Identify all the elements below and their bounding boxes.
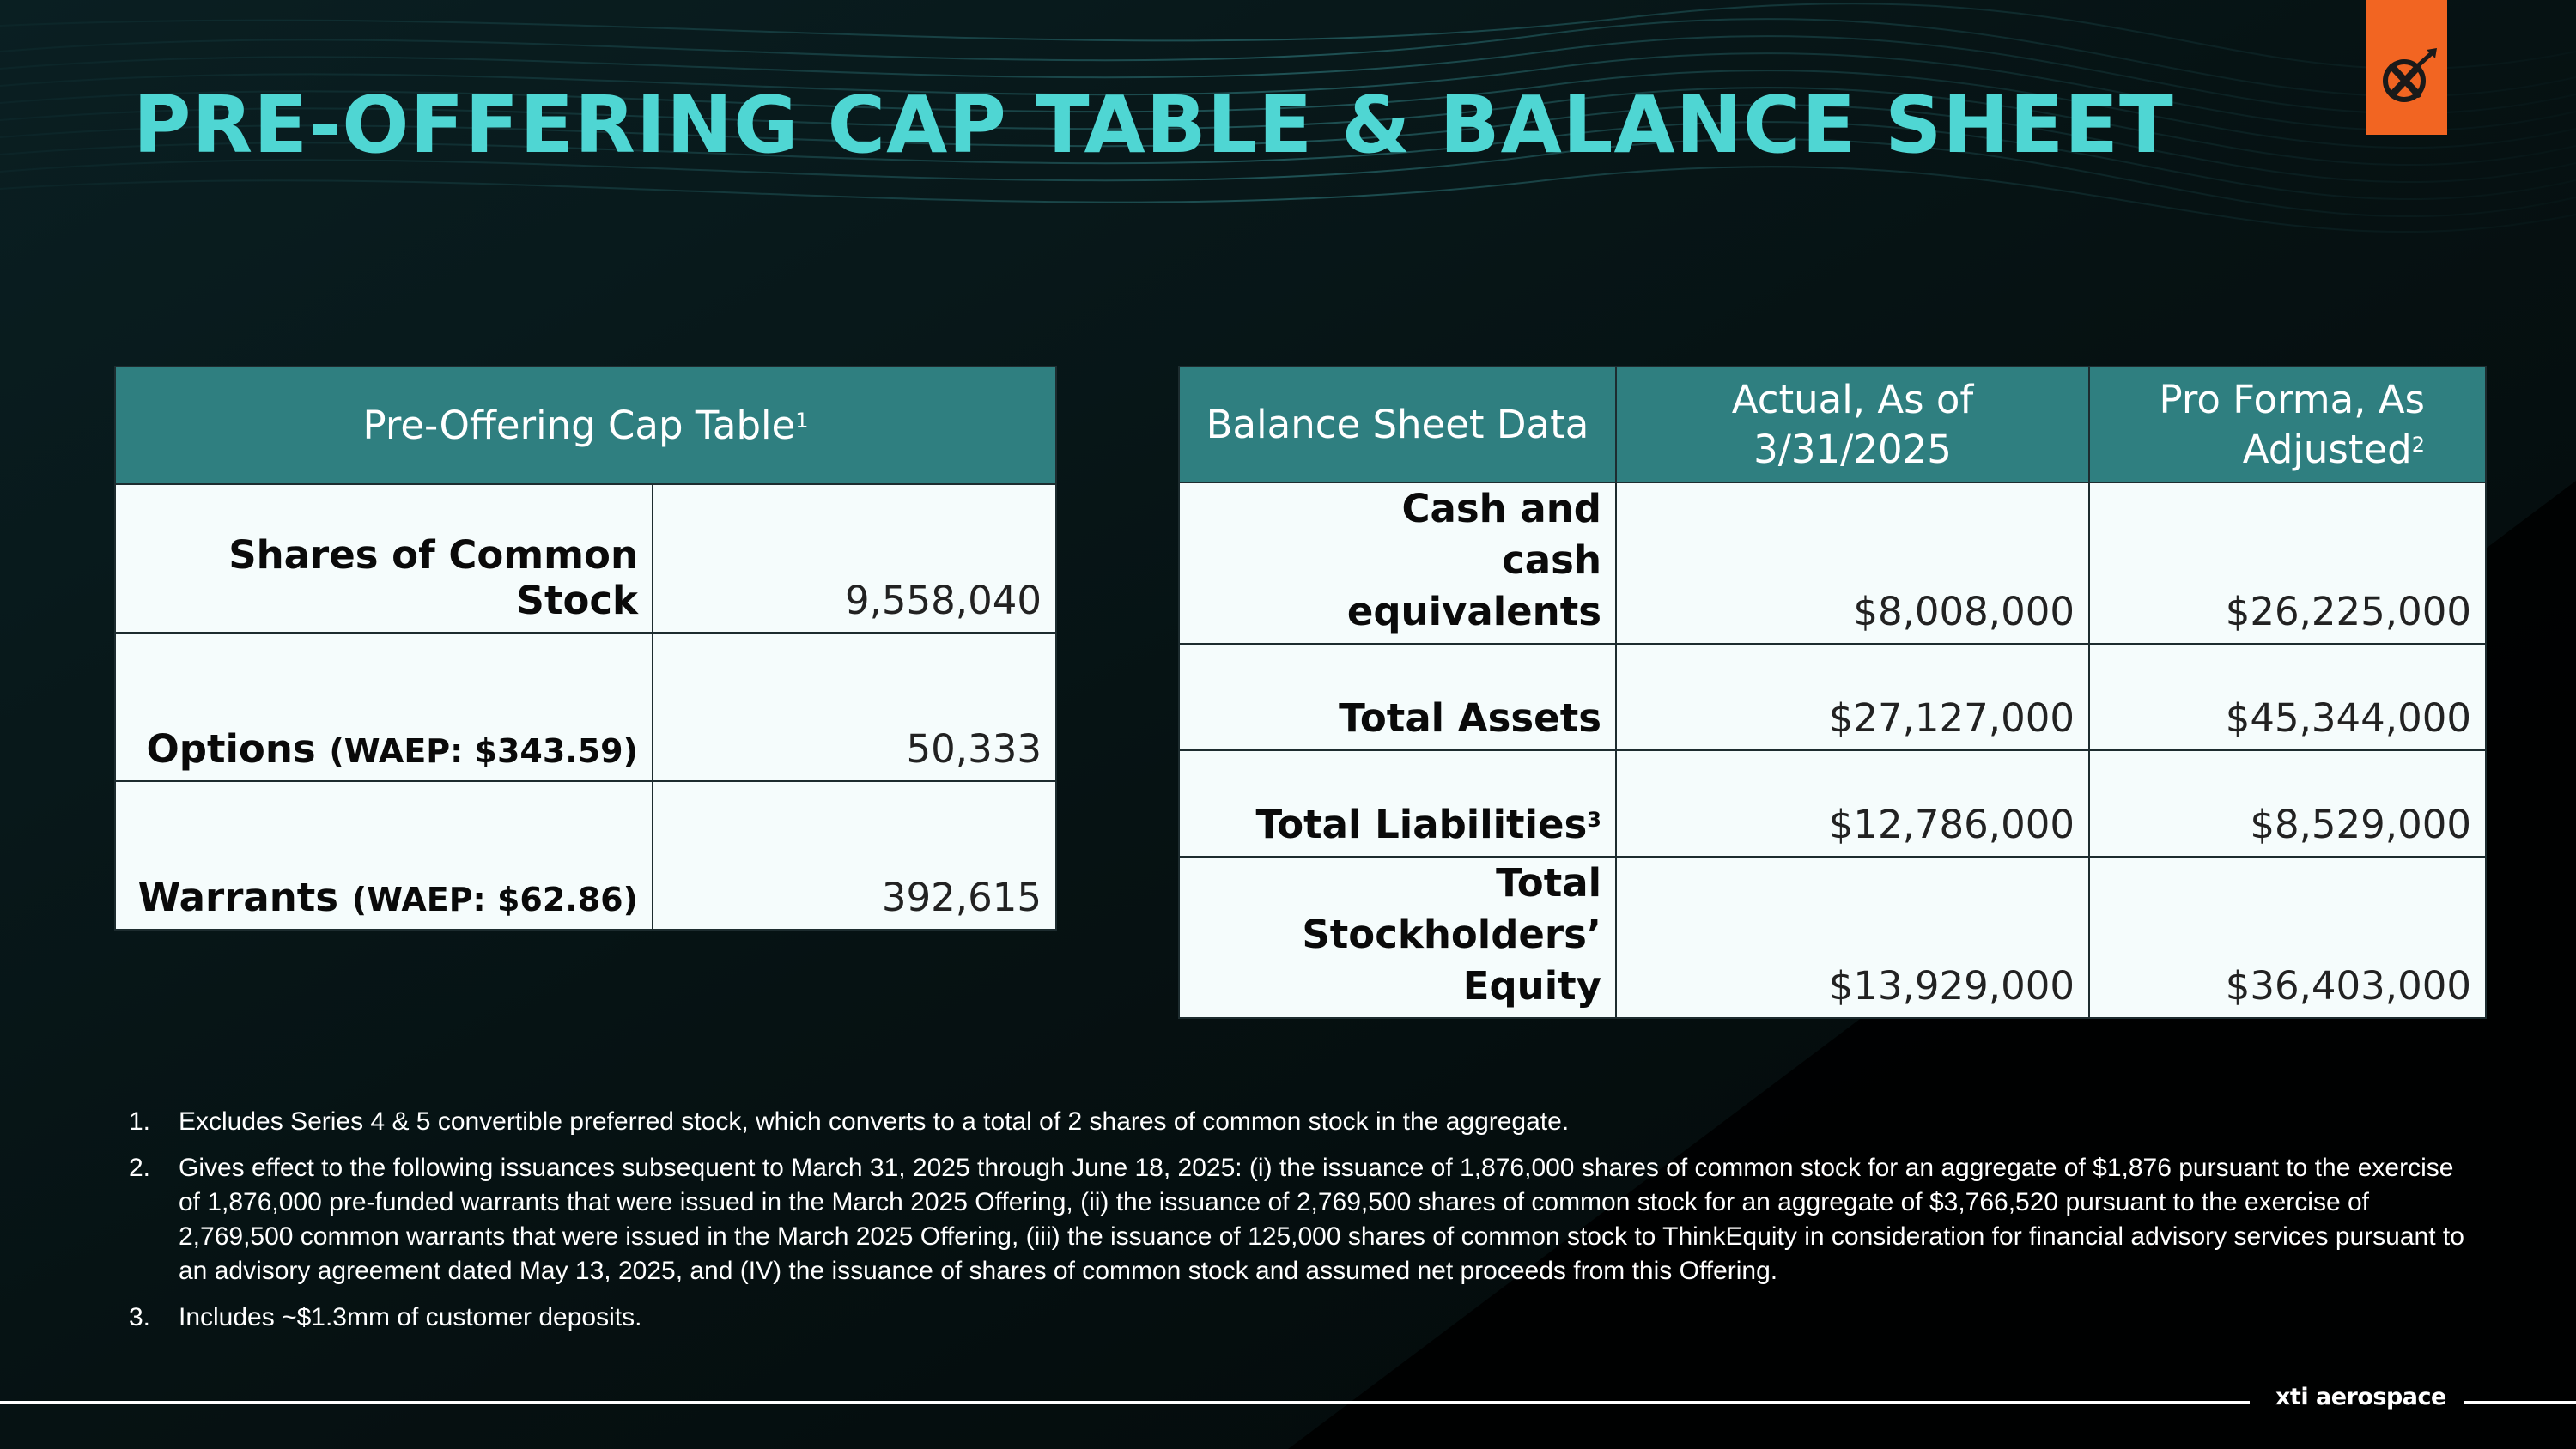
bs-header-pro-forma: Pro Forma, As Adjusted$^2$ (2089, 367, 2486, 482)
bs-row-label: Total Stockholders’ Equity (1179, 857, 1616, 1018)
footnote-item: 1. Excludes Series 4 & 5 convertible preferred stock, which converts to a total of 2 shares of common stock in the aggregate. (129, 1107, 1570, 1136)
bs-header-label: Balance Sheet Data (1179, 367, 1616, 482)
cap-table-header: Pre-Offering Cap Table$^1$ (115, 367, 1056, 484)
cap-row-label: Warrants (WAEP: $62.86) (115, 781, 653, 930)
footer-divider (2464, 1401, 2576, 1404)
brand-wordmark: xti aerospace (2275, 1384, 2446, 1410)
balance-sheet-table (1178, 366, 2487, 1019)
xti-logo-icon (2373, 45, 2440, 112)
bs-row-pro-forma: $26,225,000 (2089, 482, 2486, 644)
cap-row-value: 392,615 (653, 781, 1056, 930)
cap-row-label: Shares of Common Stock (115, 484, 653, 633)
footnote-item: 2. Gives effect to the following issuances subsequent to March 31, 2025 through June 18, 2025: (i) the issuance of 1,876,000 shares of common stock for an aggregate of $1,876 pursuant to the exercise of 1,876,000 pre-funded warrants that were issued in the March 2025 Offering, (ii) the issuance of 2,769,500 shares of common stock for an aggregate of $3,766,520 pursuant to the exercise of 2,769,500 common warrants that were issued in the March 2025 Offering, (iii) the issuance of 125,000 shares of common stock to ThinkEquity in consideration for financial advisory services pursuant to an advisory agreement dated May 13, 2025, and (IV) the issuance of shares of common stock and assumed net proceeds from this Offering. (129, 1154, 2464, 1285)
cap-table (114, 366, 1057, 931)
bs-row-pro-forma: $36,403,000 (2089, 857, 2486, 1018)
cap-row-value: 50,333 (653, 633, 1056, 781)
logo-tab (2366, 0, 2447, 135)
bs-row-pro-forma: $8,529,000 (2089, 750, 2486, 857)
table-row (115, 484, 1056, 633)
page-title: PRE-OFFERING CAP TABLE & BALANCE SHEET (133, 79, 2174, 171)
bs-row-actual: $27,127,000 (1616, 644, 2089, 750)
bs-row-actual: $12,786,000 (1616, 750, 2089, 857)
table-row (115, 633, 1056, 781)
bs-row-label: Cash and cash equivalents (1179, 482, 1616, 644)
table-row (1179, 482, 2486, 644)
cap-row-label: Options (WAEP: $343.59) (115, 633, 653, 781)
bs-row-label: Total Assets (1179, 644, 1616, 750)
table-row (1179, 857, 2486, 1018)
bs-row-pro-forma: $45,344,000 (2089, 644, 2486, 750)
table-row (1179, 750, 2486, 857)
bs-row-actual: $8,008,000 (1616, 482, 2089, 644)
bs-row-label: Total Liabilities$^3$ (1179, 750, 1616, 857)
table-row (1179, 644, 2486, 750)
footer-divider (0, 1401, 2250, 1404)
footnote-item: 3. Includes ~$1.3mm of customer deposits. (129, 1303, 642, 1331)
bs-row-actual: $13,929,000 (1616, 857, 2089, 1018)
bs-header-actual: Actual, As of 3/31/2025 (1616, 367, 2089, 482)
footnotes (129, 1105, 2464, 1347)
table-row (115, 781, 1056, 930)
cap-row-value: 9,558,040 (653, 484, 1056, 633)
